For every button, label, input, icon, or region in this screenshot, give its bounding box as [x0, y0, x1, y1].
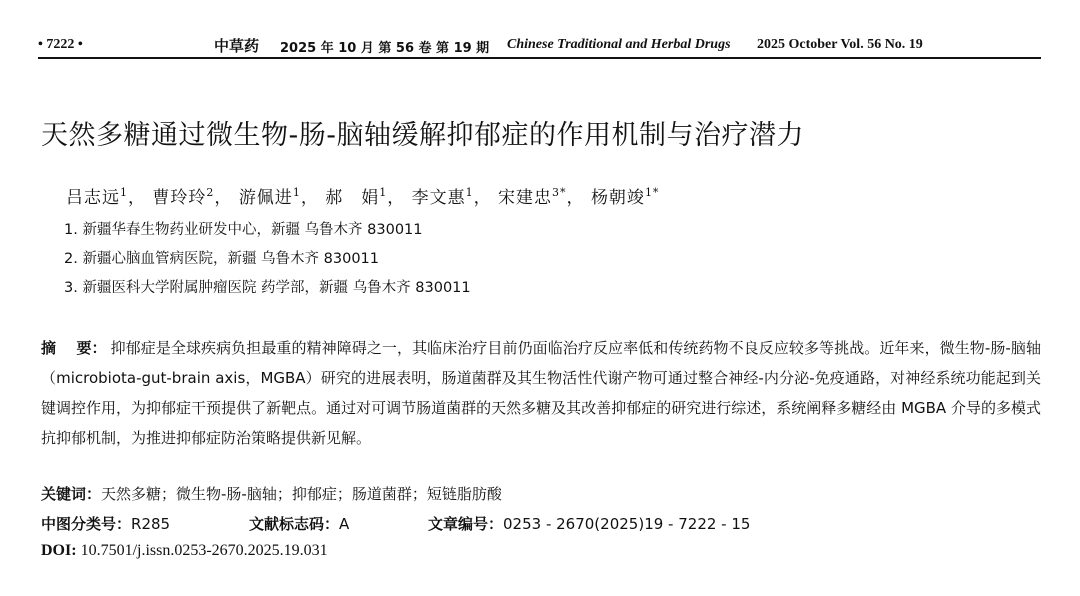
keywords-text: 天然多糖；微生物-肠-脑轴；抑郁症；肠道菌群；短链脂肪酸	[101, 485, 502, 503]
author-name: 杨朝竣	[590, 188, 645, 208]
article-number-label: 文章编号：	[428, 515, 504, 533]
paper-title: 天然多糖通过微生物-肠-脑轴缓解抑郁症的作用机制与治疗潜力	[41, 120, 804, 151]
abstract-text: 抑郁症是全球疾病负担最重的精神障碍之一，其临床治疗目前仍面临治疗反应率低和传统药物不良反应较多等挑战。近年来，微生物-肠-脑轴（microbiota-gut-brain axis，MGBA）研究的进展表明，肠道菌群及其生物活性代谢产物可通过整合神经-内分泌-免疫通路，对神经系统功能起到关键调控作用，为抑郁症干预提供了新靶点。通过对可调节肠道菌群的天然多糖及其改善抑郁症的研究进行综述，系统阐释多糖经由 MGBA 介导的多模式抗抑郁机制，为推进抑郁症防治策略提供新见解。	[41, 339, 1041, 447]
author-affiliation-mark: 3*	[552, 186, 567, 199]
author-affiliation-mark: 1	[292, 186, 301, 199]
author-name: 李文惠	[411, 188, 466, 208]
affiliation-3: 3. 新疆医科大学附属肿瘤医院 药学部，新疆 乌鲁木齐 830011	[64, 280, 471, 296]
keywords-label: 关键词：	[41, 485, 102, 503]
author-affiliation-mark: 1	[465, 186, 474, 199]
author-list: 吕志远$^1$， 曹玲玲$^2$， 游佩进$^1$， 郝 娟$^1$， 李文惠$^1$， 宋建忠$^{3*}$， 杨朝竣$^{1*}$	[66, 186, 660, 208]
clc-label: 中图分类号：	[41, 515, 132, 533]
article-number	[428, 513, 750, 534]
author-affiliation-mark: 1	[120, 186, 128, 199]
author-name: 郝 娟	[325, 188, 380, 208]
doi	[41, 542, 328, 560]
doi-value[interactable]: 10.7501/j.issn.0253-2670.2025.19.031	[80, 542, 328, 559]
abstract-label: 摘 要：	[41, 339, 107, 357]
page-number: • 7222 •	[38, 37, 83, 52]
running-header	[38, 34, 1041, 56]
author-name: 宋建忠	[498, 188, 553, 208]
document-code-label: 文献标志码：	[249, 515, 340, 533]
clc-number	[41, 513, 170, 534]
keywords	[41, 483, 502, 504]
author-affiliation-mark: 2	[206, 186, 215, 199]
article-number-value: 0253 - 2670(2025)19 - 7222 - 15	[503, 515, 751, 533]
header-rule	[38, 57, 1041, 59]
issue-info-cn: 2025 年 10 月 第 56 卷 第 19 期	[280, 41, 490, 56]
author-name: 吕志远	[66, 188, 120, 208]
journal-name-cn: 中草药	[214, 37, 260, 55]
author-name: 游佩进	[238, 188, 293, 208]
issue-info-en: 2025 October Vol. 56 No. 19	[757, 37, 923, 52]
doi-label: DOI:	[41, 542, 77, 559]
author-name: 曹玲玲	[152, 188, 207, 208]
affiliation-1: 1. 新疆华春生物药业研发中心，新疆 乌鲁木齐 830011	[64, 222, 423, 238]
affiliation-2: 2. 新疆心脑血管病医院，新疆 乌鲁木齐 830011	[64, 251, 380, 267]
author-affiliation-mark: 1*	[644, 186, 660, 199]
journal-name-en: Chinese Traditional and Herbal Drugs	[507, 37, 731, 52]
clc-value: R285	[131, 515, 171, 533]
author-affiliation-mark: 1	[379, 186, 388, 199]
document-code	[249, 513, 349, 534]
document-code-value: A	[339, 515, 350, 533]
abstract	[41, 333, 1041, 453]
